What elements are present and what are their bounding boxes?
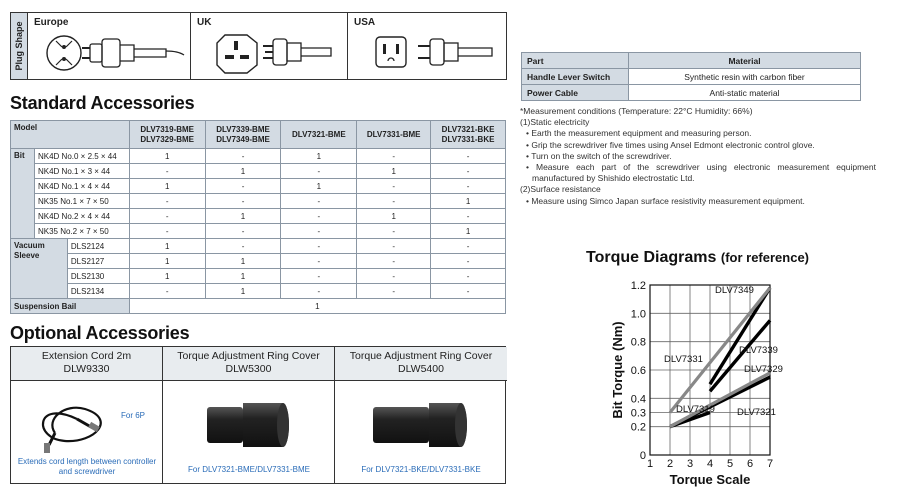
note-bullet: • Grip the screwdriver five times using Ansel Edmont electronic control glove. (526, 139, 815, 150)
accessory-qty: 1 (205, 284, 281, 299)
suspension-bail-qty: 1 (129, 299, 505, 314)
accessory-qty: 1 (205, 269, 281, 284)
suspension-bail-row (11, 299, 506, 314)
accessory-qty: - (357, 149, 431, 164)
accessory-row (11, 224, 506, 239)
note-bullet: • Measure each part of the screwdriver using electronic measurement equipment manufactured by Shishido electrostatic Ltd. (526, 162, 876, 184)
optional-accessories-title: Optional Accessories (10, 323, 190, 343)
material-header-part: Part (522, 53, 629, 69)
series-label-dlv7331: DLV7331 (664, 354, 703, 365)
material-part: Handle Lever Switch (522, 69, 629, 85)
y-tick-label: 0.3 (630, 407, 646, 420)
static-electricity-title: (1)Static electricity (520, 117, 590, 128)
accessory-qty: 1 (357, 164, 431, 179)
optional-item-name: Torque Adjustment Ring Cover (177, 350, 320, 362)
accessory-qty: - (357, 269, 431, 284)
accessory-item: DLS2134 (67, 284, 129, 299)
accessory-qty: - (205, 179, 281, 194)
optional-item-name: Torque Adjustment Ring Cover (349, 350, 493, 362)
optional-item-desc: For DLV7321-BME/DLV7331-BME (188, 465, 310, 474)
accessory-qty: - (129, 164, 205, 179)
accessory-qty: - (431, 164, 506, 179)
material-part: Power Cable (522, 85, 629, 101)
accessory-qty: 1 (129, 254, 205, 269)
material-value: Synthetic resin with carbon fiber (629, 69, 861, 85)
accessory-qty: - (431, 254, 506, 269)
accessory-item: DLS2124 (67, 239, 129, 254)
accessory-qty: - (205, 224, 281, 239)
x-tick-label: 6 (746, 458, 754, 470)
note-bullet: • Turn on the switch of the screwdriver. (526, 150, 672, 161)
y-axis-label: Bit Torque (Nm) (610, 321, 625, 419)
accessory-qty: - (357, 284, 431, 299)
accessory-qty: - (431, 239, 506, 254)
x-tick-label: 5 (726, 458, 734, 470)
accessory-qty: 1 (205, 164, 281, 179)
standard-accessories-table (10, 120, 506, 314)
material-table (521, 52, 861, 101)
optional-item-ring-cover-5400 (335, 347, 507, 483)
accessory-qty: - (129, 194, 205, 209)
accessory-qty: 1 (205, 254, 281, 269)
accessory-qty: - (357, 239, 431, 254)
accessory-item: DLS2130 (67, 269, 129, 284)
accessory-row (11, 179, 506, 194)
accessory-qty: - (281, 164, 357, 179)
europe-plug-icon (42, 31, 187, 75)
material-header-material: Material (629, 53, 861, 69)
accessory-row (11, 254, 506, 269)
accessory-qty: - (357, 224, 431, 239)
header-model-col: DLV7339-BME DLV7349-BME (205, 121, 281, 149)
accessory-qty: 1 (129, 239, 205, 254)
y-tick-label: 0.2 (630, 421, 646, 434)
y-tick-label: 1.0 (630, 308, 646, 321)
accessory-row (11, 269, 506, 284)
accessory-qty: - (431, 179, 506, 194)
series-label-dlv7339: DLV7339 (739, 345, 778, 356)
accessory-qty: 1 (431, 194, 506, 209)
torque-chart (600, 275, 790, 490)
accessory-qty: - (281, 224, 357, 239)
accessory-qty: 1 (129, 269, 205, 284)
accessory-qty: - (431, 149, 506, 164)
plug-shape-label: Plug Shape (14, 21, 24, 71)
accessory-qty: - (431, 209, 506, 224)
note-text: Measure using Simco Japan surface resistivity measurement equipment. (531, 195, 805, 206)
accessory-qty: - (431, 284, 506, 299)
measurement-conditions: *Measurement conditions (Temperature: 22°C Humidity: 66%) (520, 106, 753, 116)
optional-item-desc: For DLV7321-BKE/DLV7331-BKE (361, 465, 481, 474)
note-text: Grip the screwdriver five times using Ansel Edmont electronic control glove. (531, 139, 815, 150)
accessory-qty: - (129, 284, 205, 299)
y-tick-label: 0.8 (630, 336, 646, 349)
ring-cover-5300-image (203, 395, 295, 455)
material-value: Anti-static material (629, 85, 861, 101)
optional-item-header (163, 347, 334, 381)
accessory-qty: - (129, 209, 205, 224)
accessory-group-label: Bit (11, 149, 35, 239)
torque-title-text: Torque Diagrams (586, 249, 717, 266)
series-label-dlv7319: DLV7319 (676, 404, 715, 415)
accessory-qty: - (357, 179, 431, 194)
plug-region-europe: Europe (34, 17, 69, 28)
accessory-qty: - (281, 194, 357, 209)
suspension-bail-label: Suspension Bail (11, 299, 130, 314)
usa-plug-icon (372, 31, 504, 75)
accessory-qty: 1 (281, 149, 357, 164)
accessory-qty: - (431, 269, 506, 284)
optional-item-note: For 6P (121, 411, 146, 420)
extension-cord-image (25, 389, 125, 455)
x-tick-label: 7 (766, 458, 774, 470)
note-text: Earth the measurement equipment and measuring person. (531, 128, 752, 139)
accessory-row (11, 149, 506, 164)
accessory-qty: 1 (431, 224, 506, 239)
accessory-qty: 1 (129, 179, 205, 194)
plug-cell-usa (348, 13, 508, 79)
note-text: Turn on the switch of the screwdriver. (531, 150, 672, 161)
accessory-qty: 1 (205, 209, 281, 224)
plug-cell-europe (28, 13, 191, 79)
standard-accessories-title: Standard Accessories (10, 93, 195, 113)
note-bullet: • Measure using Simco Japan surface resistivity measurement equipment. (526, 195, 805, 206)
accessory-item: NK35 No.1 × 7 × 50 (34, 194, 129, 209)
optional-item-ring-cover-5300 (163, 347, 335, 483)
header-model-col: DLV7331-BME (357, 121, 431, 149)
accessory-qty: - (281, 284, 357, 299)
material-row (522, 85, 861, 101)
accessory-qty: - (205, 194, 281, 209)
material-header-row (522, 53, 861, 69)
optional-item-header (11, 347, 162, 381)
series-label-dlv7329: DLV7329 (744, 364, 783, 375)
accessory-item: NK35 No.2 × 7 × 50 (34, 224, 129, 239)
optional-item-code: DLW9330 (63, 363, 110, 375)
accessories-header-row (11, 121, 506, 149)
accessory-item: NK4D No.1 × 4 × 44 (34, 179, 129, 194)
accessory-qty: - (281, 239, 357, 254)
uk-plug-icon (215, 29, 343, 77)
y-tick-label: 0.6 (630, 365, 646, 377)
surface-resistance-title: (2)Surface resistance (520, 184, 601, 195)
optional-item-desc: Extends cord length between controller and screwdriver (17, 457, 157, 476)
optional-item-code: DLW5400 (398, 363, 444, 375)
accessory-item: NK4D No.0 × 2.5 × 44 (34, 149, 129, 164)
y-tick-label: 0.4 (630, 393, 646, 406)
accessory-qty: 1 (129, 149, 205, 164)
accessory-qty: 1 (281, 179, 357, 194)
accessory-qty: - (281, 269, 357, 284)
ring-cover-5400-image (369, 395, 473, 455)
accessory-row (11, 164, 506, 179)
series-label-dlv7349: DLV7349 (715, 285, 754, 296)
header-model-col: DLV7319-BME DLV7329-BME (129, 121, 205, 149)
accessory-qty: - (357, 194, 431, 209)
accessory-row (11, 284, 506, 299)
accessory-item: DLS2127 (67, 254, 129, 269)
plug-region-uk: UK (197, 17, 212, 28)
accessory-item: NK4D No.2 × 4 × 44 (34, 209, 129, 224)
plug-shape-label-cell (11, 13, 28, 79)
accessory-qty: - (129, 224, 205, 239)
note-text: Measure each part of the screwdriver using electronic measurement equipment manufactured by Shishido electrostatic Ltd. (532, 162, 876, 184)
series-label-dlv7321: DLV7321 (737, 407, 776, 418)
y-tick-label: 1.2 (630, 280, 646, 292)
plug-region-usa: USA (354, 17, 376, 28)
header-model: Model (11, 121, 130, 149)
material-row (522, 69, 861, 85)
optional-item-header (335, 347, 507, 381)
note-bullet: • Earth the measurement equipment and measuring person. (526, 128, 752, 139)
optional-item-name: Extension Cord 2m (41, 350, 132, 362)
accessory-qty: 1 (357, 209, 431, 224)
measurement-notes (520, 106, 876, 207)
optional-item-extension-cord (11, 347, 163, 483)
plug-shape-table (10, 12, 507, 80)
optional-item-code: DLW5300 (225, 363, 272, 375)
accessory-qty: - (357, 254, 431, 269)
accessory-row (11, 194, 506, 209)
optional-accessories-table (10, 346, 506, 484)
x-tick-label: 1 (646, 458, 654, 470)
accessory-qty: - (205, 239, 281, 254)
accessory-row (11, 209, 506, 224)
accessory-group-label: Vacuum Sleeve (11, 239, 68, 299)
plug-cell-uk (191, 13, 348, 79)
torque-diagrams-title (586, 249, 809, 267)
header-model-col: DLV7321-BKE DLV7331-BKE (431, 121, 506, 149)
y-tick-label: 0 (639, 450, 646, 462)
accessory-qty: - (281, 209, 357, 224)
x-axis-label: Torque Scale (669, 472, 751, 487)
accessory-row (11, 239, 506, 254)
accessory-item: NK4D No.1 × 3 × 44 (34, 164, 129, 179)
accessory-qty: - (205, 149, 281, 164)
header-model-col: DLV7321-BME (281, 121, 357, 149)
torque-subtitle: (for reference) (720, 250, 809, 265)
x-tick-label: 4 (706, 458, 714, 470)
x-tick-label: 2 (666, 458, 674, 470)
x-tick-label: 3 (686, 458, 694, 470)
accessory-qty: - (281, 254, 357, 269)
